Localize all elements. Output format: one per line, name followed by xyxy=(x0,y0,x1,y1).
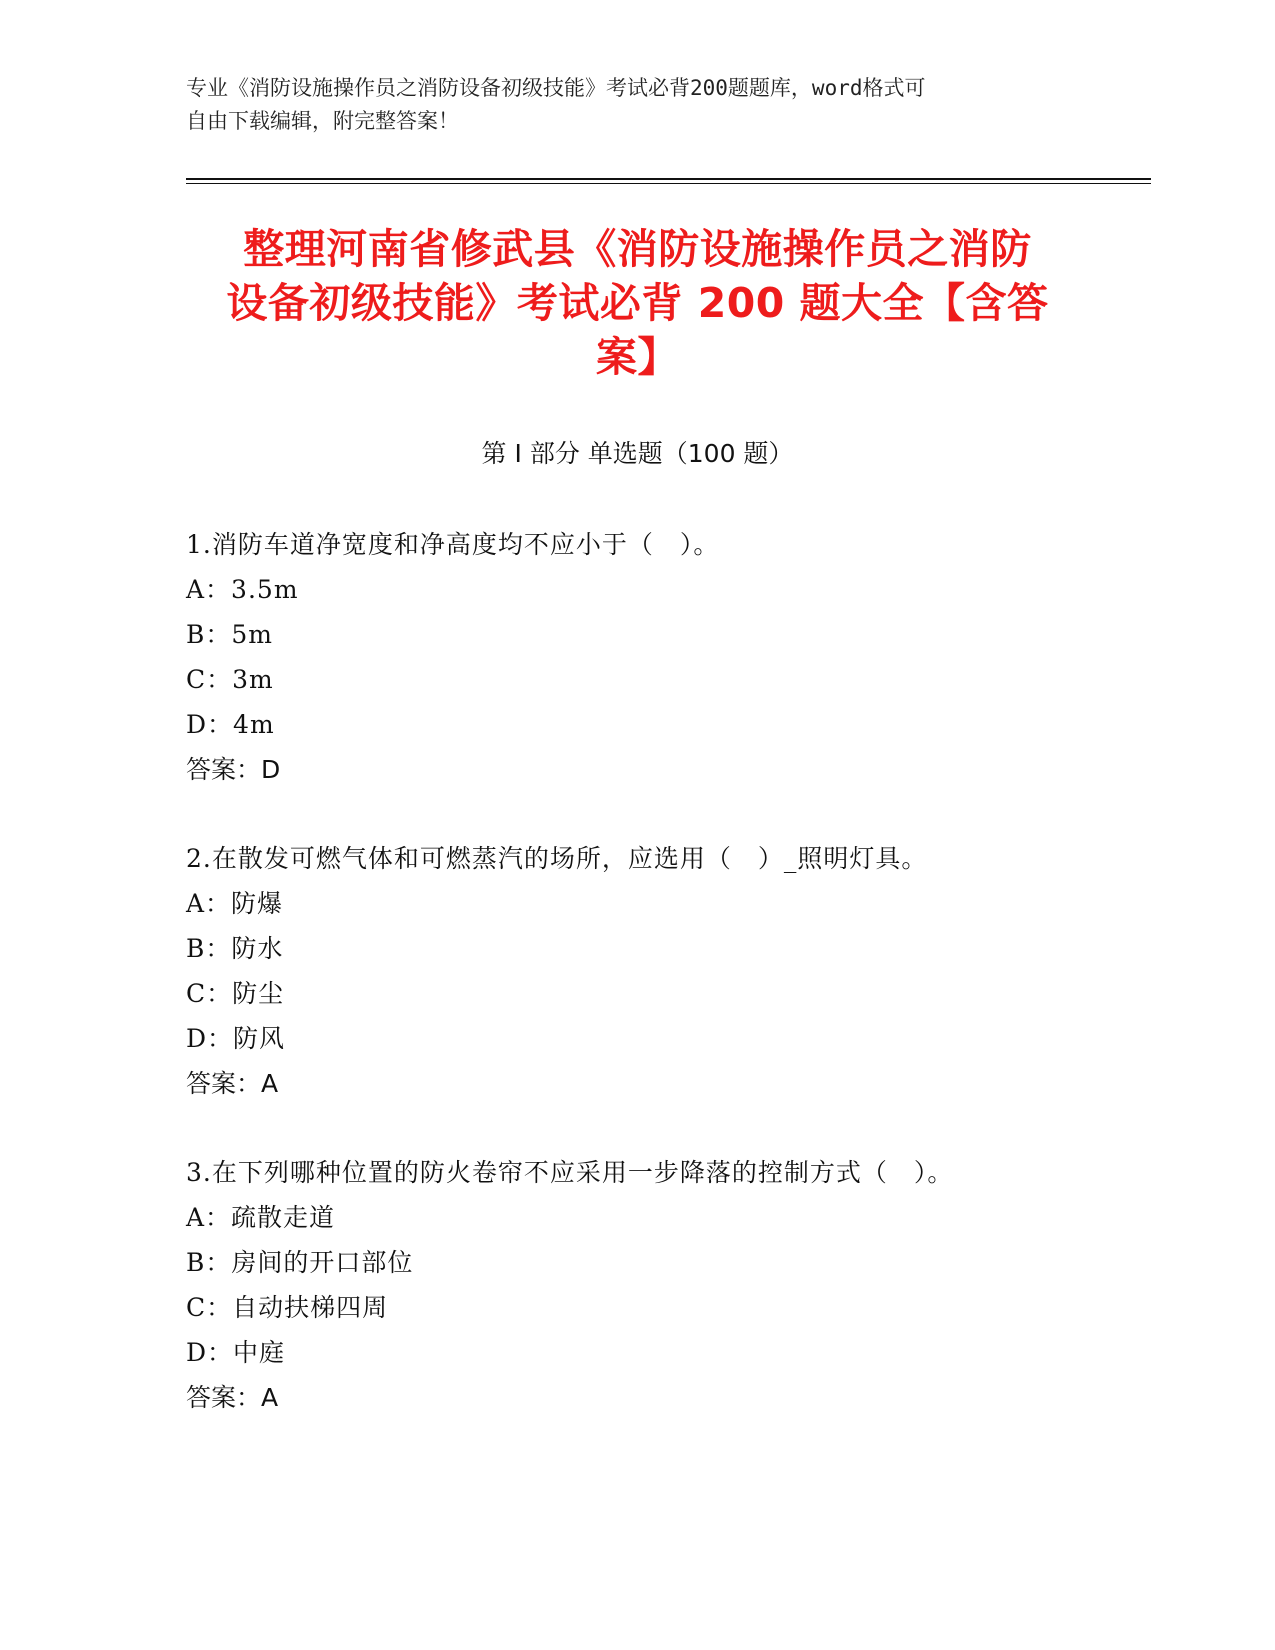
document-title-line-1: 整理河南省修武县《消防设施操作员之消防 xyxy=(243,225,1032,273)
question-list xyxy=(186,522,1146,1464)
option-b: B：房间的开口部位 xyxy=(186,1248,414,1277)
option-d: D：防风 xyxy=(186,1024,286,1053)
option-b: B：5m xyxy=(186,620,273,649)
question-stem: 2.在散发可燃气体和可燃蒸汽的场所，应选用（ ）_照明灯具。 xyxy=(186,844,928,873)
option-c: C：3m xyxy=(186,665,274,694)
document-title-line-3: 案】 xyxy=(596,333,679,381)
header-divider-thick xyxy=(186,178,1151,180)
header-note-line-2: 自由下载编辑，附完整答案！ xyxy=(186,109,459,133)
header-note xyxy=(186,72,1086,138)
question-3 xyxy=(186,1150,1146,1420)
option-a: A：防爆 xyxy=(186,889,284,918)
option-a: A：3.5m xyxy=(186,575,299,604)
question-stem: 3.在下列哪种位置的防火卷帘不应采用一步降落的控制方式（ ）。 xyxy=(186,1158,954,1187)
header-note-line-1: 专业《消防设施操作员之消防设备初级技能》考试必背200题题库，word格式可 xyxy=(186,76,926,100)
document-title-line-2: 设备初级技能》考试必背 200 题大全【含答 xyxy=(226,279,1049,327)
option-a: A：疏散走道 xyxy=(186,1203,336,1232)
answer-label: 答案：D xyxy=(186,755,281,784)
option-c: C：自动扶梯四周 xyxy=(186,1293,389,1322)
header-divider-thin xyxy=(186,183,1151,184)
option-d: D：中庭 xyxy=(186,1338,286,1367)
answer-label: 答案：A xyxy=(186,1069,279,1098)
option-b: B：防水 xyxy=(186,934,284,963)
answer-label: 答案：A xyxy=(186,1383,279,1412)
question-1 xyxy=(186,522,1146,792)
option-c: C：防尘 xyxy=(186,979,285,1008)
question-stem: 1.消防车道净宽度和净高度均不应小于（ ）。 xyxy=(186,530,720,559)
question-2 xyxy=(186,836,1146,1106)
document-title xyxy=(180,222,1095,384)
section-title: 第 I 部分 单选题（100 题） xyxy=(481,439,794,468)
option-d: D：4m xyxy=(186,710,275,739)
